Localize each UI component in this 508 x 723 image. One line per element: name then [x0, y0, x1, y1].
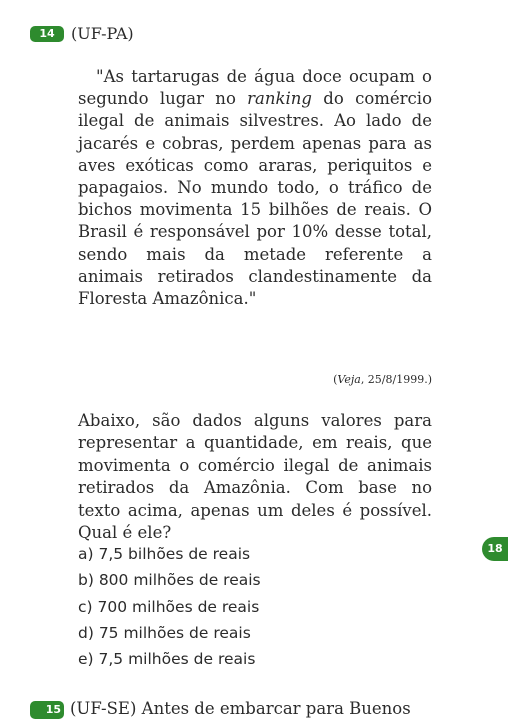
question-number-badge: 14 [30, 26, 64, 42]
option-b: b) 800 milhões de reais [78, 571, 261, 590]
quote-text-end: do comércio ilegal de animais silvestres. Ao lado de jacarés e cobras, perdem apenas para as aves exóticas como araras, periquitos e papagaios. No mundo todo, o tráfico de bichos movimenta 15 bilhões de reais. O Brasil é responsável por 10% desse total, sendo mais da metade referente a animais retirados clandestinamente da Floresta Amazônica." [78, 89, 432, 309]
citation-date: , 25/8/1999.) [360, 373, 432, 386]
option-e: e) 7,5 milhões de reais [78, 650, 256, 669]
quoted-passage [78, 66, 432, 310]
next-question-text: (UF-SE) Antes de embarcar para Buenos [70, 699, 411, 718]
answer-options [78, 541, 261, 672]
option-a: a) 7,5 bilhões de reais [78, 545, 251, 563]
question-text: Abaixo, são dados alguns valores para representar a quantidade, em reais, que movimenta o comércio ilegal de animais retirados da Amazônia. Com base no texto acima, apenas um deles é possível. Qual é ele? [78, 411, 432, 543]
citation-open: ( [333, 373, 338, 386]
question-source: (UF-PA) [71, 24, 134, 43]
quote-text-start: "As tartarugas de água doce ocupam o segundo lugar no [78, 67, 432, 109]
quote-italic-word: ranking [247, 89, 312, 109]
option-d: d) 75 milhões de reais [78, 623, 251, 642]
option-c: c) 700 milhões de reais [78, 597, 260, 616]
citation-magazine: Veja [337, 373, 361, 386]
page-number-badge: 18 [482, 537, 508, 561]
next-question-number-badge: 15 [30, 701, 64, 719]
citation [333, 373, 432, 386]
